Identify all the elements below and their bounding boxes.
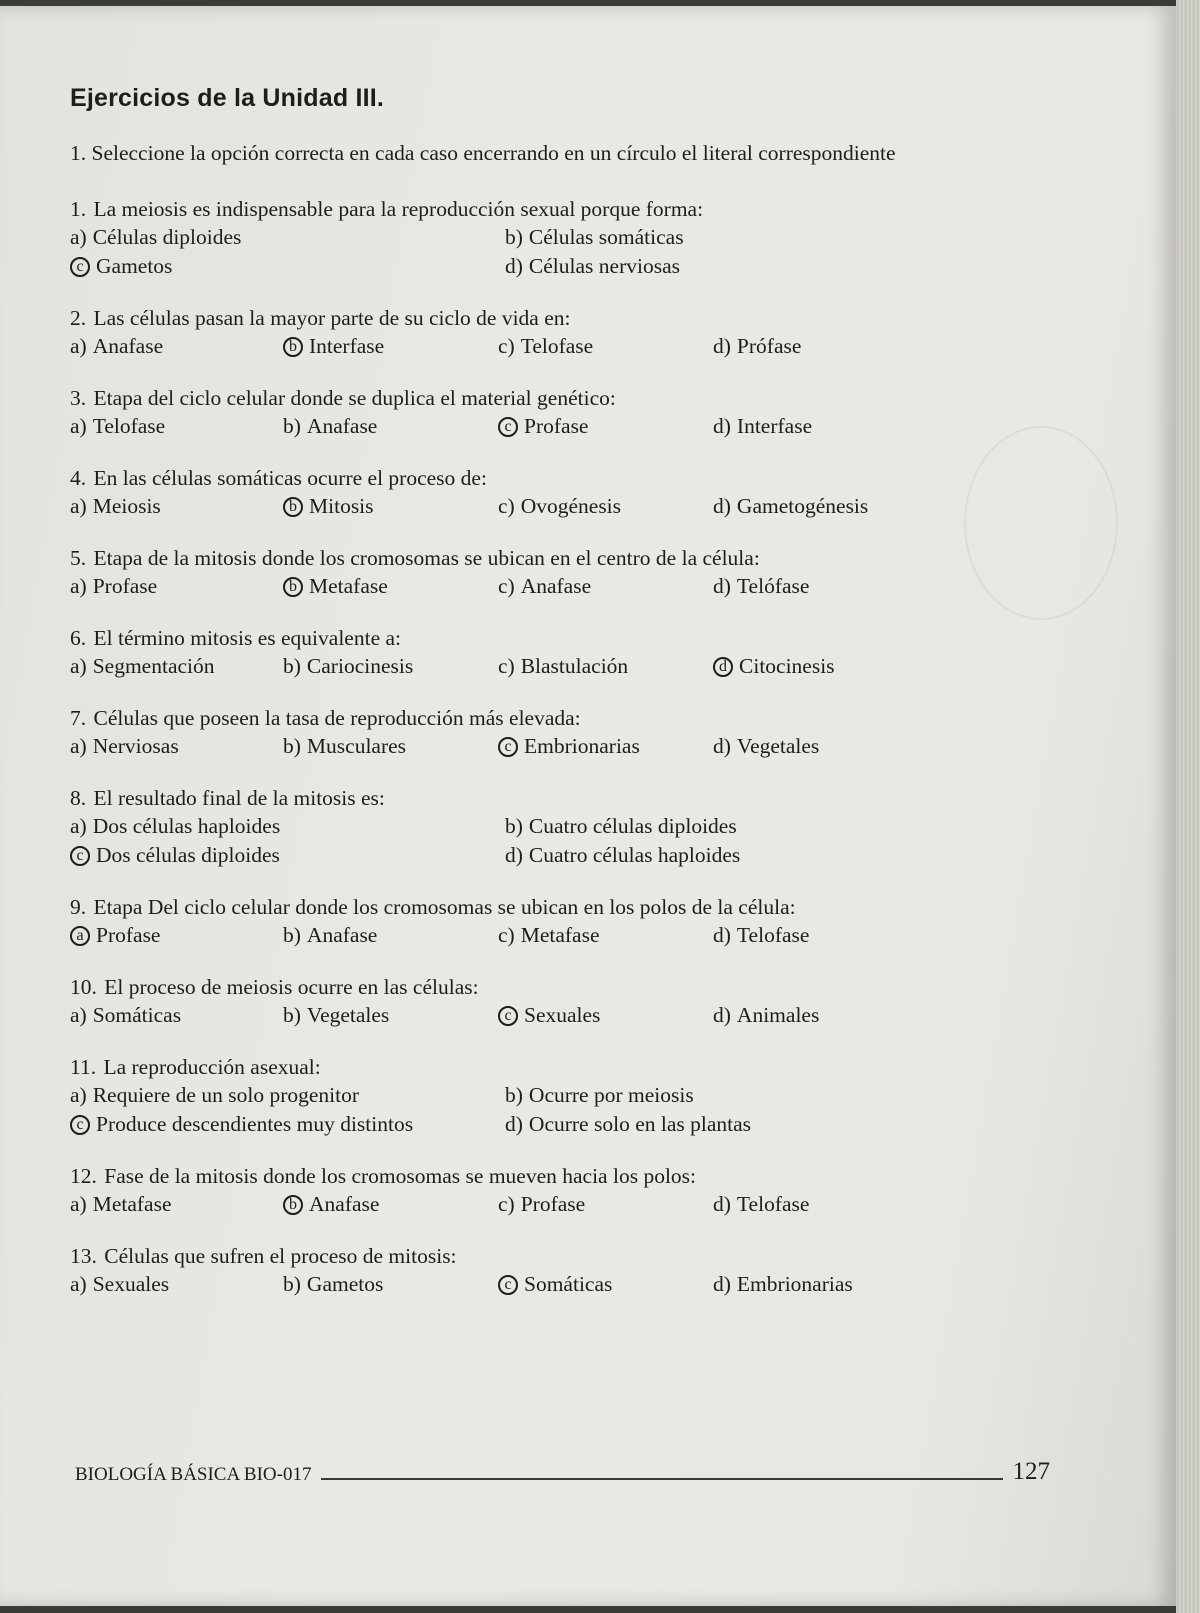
option-text: Gametos [306,1272,384,1296]
option-text: Animales [736,1003,820,1027]
option-letter: a) [70,334,87,358]
option-letter: b) [283,1272,301,1296]
question-11 [70,1054,1030,1139]
option-text: Sexuales [92,1272,170,1296]
circled-letter-icon: a [70,926,90,946]
question-number: 6. [70,626,87,650]
answer-option-selected[interactable] [283,572,498,601]
answer-option-selected[interactable] [498,412,713,441]
answer-option[interactable] [505,252,1005,281]
option-text: Células diploides [92,225,242,249]
option-letter: d) [505,254,523,278]
option-text: Musculares [306,734,407,758]
circled-letter-icon: c [70,1115,90,1135]
question-stem [70,385,1030,412]
question-1 [70,196,1030,281]
question-6 [70,625,1030,681]
answer-option-selected[interactable] [713,652,1013,681]
answer-options [70,332,1030,361]
answer-option[interactable] [70,223,505,252]
answer-option-selected[interactable] [70,841,505,870]
option-letter: d) [713,494,731,518]
answer-option[interactable] [713,412,1013,441]
option-letter: a) [70,1083,87,1107]
question-text: El resultado final de la mitosis es: [93,786,385,810]
answer-options [70,1190,1030,1219]
answer-option[interactable] [70,652,283,681]
answer-option[interactable] [283,652,498,681]
question-number: 9. [70,895,87,919]
question-stem [70,1243,1030,1270]
answer-option-selected[interactable] [498,732,713,761]
option-letter: b) [283,923,301,947]
question-stem [70,465,1030,492]
question-number: 8. [70,786,87,810]
question-4 [70,465,1030,521]
question-text: La reproducción asexual: [103,1055,321,1079]
answer-options [70,652,1030,681]
question-13 [70,1243,1030,1299]
option-letter: c) [498,1192,515,1216]
option-letter: c) [498,923,515,947]
exercise-content [70,84,1030,1323]
question-stem [70,625,1030,652]
question-number: 7. [70,706,87,730]
question-text: Etapa del ciclo celular donde se duplica el material genético: [93,386,616,410]
answer-option[interactable] [283,921,498,950]
question-8 [70,785,1030,870]
footer-rule [321,1478,1002,1480]
answer-option[interactable] [70,332,283,361]
option-text: Profase [96,923,161,947]
option-text: Anafase [309,1192,380,1216]
circled-letter-icon: c [498,737,518,757]
option-text: Interfase [736,414,813,438]
question-number: 12. [70,1164,97,1188]
answer-option[interactable] [70,1270,283,1299]
answer-option[interactable] [70,492,283,521]
answer-option[interactable] [283,412,498,441]
option-letter: d) [713,1003,731,1027]
option-text: Dos células diploides [96,843,280,867]
answer-option[interactable] [505,1081,1005,1110]
answer-options [70,1001,1030,1030]
circled-letter-icon: c [498,417,518,437]
circled-letter-icon: b [283,577,303,597]
answer-option[interactable] [498,572,713,601]
option-text: Cariocinesis [306,654,414,678]
question-number: 3. [70,386,87,410]
option-letter: d) [713,1272,731,1296]
question-3 [70,385,1030,441]
option-letter: a) [70,574,87,598]
answer-options [70,921,1030,950]
option-letter: d) [505,1112,523,1136]
option-text: Anafase [520,574,592,598]
option-letter: c) [498,494,515,518]
option-text: Anafase [92,334,164,358]
answer-option[interactable] [283,732,498,761]
question-stem [70,305,1030,332]
option-letter: d) [713,734,731,758]
question-number: 4. [70,466,87,490]
answer-option-selected[interactable] [70,1110,505,1139]
option-letter: a) [70,814,87,838]
question-10 [70,974,1030,1030]
answer-options [70,732,1030,761]
question-text: Células que sufren el proceso de mitosis: [104,1244,457,1268]
answer-option[interactable] [70,1001,283,1030]
option-text: Cuatro células haploides [528,843,741,867]
instruction-text: Seleccione la opción correcta en cada caso encerrando en un círculo el literal correspondiente [91,141,896,165]
circled-letter-icon: c [498,1006,518,1026]
option-letter: d) [713,414,731,438]
circled-letter-icon: c [70,846,90,866]
option-letter: c) [498,654,515,678]
footer-course-label: BIOLOGÍA BÁSICA BIO-017 [75,1464,312,1485]
answer-option[interactable] [70,732,283,761]
circled-letter-icon: c [70,257,90,277]
question-text: El término mitosis es equivalente a: [93,626,401,650]
answer-option-selected[interactable] [283,492,498,521]
option-text: Profase [92,574,158,598]
question-9 [70,894,1030,950]
question-number: 10. [70,975,97,999]
answer-option[interactable] [713,1001,1013,1030]
circled-letter-icon: b [283,1195,303,1215]
answer-option[interactable] [505,812,1005,841]
answer-option[interactable] [505,1110,1005,1139]
answer-option-selected[interactable] [498,1001,713,1030]
option-letter: d) [713,923,731,947]
option-text: Sexuales [524,1003,601,1027]
answer-option-selected[interactable] [283,1190,498,1219]
option-text: Telofase [92,414,166,438]
option-letter: b) [505,225,523,249]
page-footer [75,1458,1050,1486]
option-letter: b) [505,1083,523,1107]
option-text: Blastulación [520,654,629,678]
question-7 [70,705,1030,761]
option-text: Ocurre por meiosis [528,1083,694,1107]
option-text: Requiere de un solo progenitor [92,1083,359,1107]
question-stem [70,1163,1030,1190]
answer-option[interactable] [70,1081,505,1110]
option-text: Dos células haploides [92,814,281,838]
question-number: 11. [70,1055,97,1079]
answer-option[interactable] [505,841,1005,870]
question-list [70,196,1030,1299]
page-stack-edge [1176,0,1200,1613]
option-text: Interfase [309,334,385,358]
page-number: 127 [1012,1458,1050,1485]
answer-option-selected[interactable] [70,921,283,950]
option-text: Somáticas [524,1272,613,1296]
circled-letter-icon: b [283,497,303,517]
option-letter: c) [498,574,515,598]
option-text: Gametos [96,254,173,278]
answer-option[interactable] [70,572,283,601]
option-text: Vegetales [306,1003,390,1027]
option-letter: a) [70,225,87,249]
option-text: Metafase [92,1192,172,1216]
option-letter: d) [713,1192,731,1216]
answer-option[interactable] [70,1190,283,1219]
question-number: 1. [70,197,87,221]
answer-option[interactable] [70,412,283,441]
question-number: 5. [70,546,87,570]
answer-option[interactable] [505,223,1005,252]
answer-option[interactable] [713,332,1013,361]
circled-letter-icon: c [498,1275,518,1295]
answer-options [70,492,1030,521]
page-title: Ejercicios de la Unidad III. [70,84,385,112]
answer-option[interactable] [283,1001,498,1030]
option-letter: a) [70,414,87,438]
instruction-number: 1. [70,141,87,165]
answer-option-selected[interactable] [70,252,505,281]
answer-option[interactable] [498,921,713,950]
option-letter: a) [70,1003,87,1027]
answer-option[interactable] [713,1270,1013,1299]
question-text: En las células somáticas ocurre el proceso de: [93,466,487,490]
question-stem [70,705,1030,732]
option-text: Embrionarias [524,734,640,758]
question-12 [70,1163,1030,1219]
question-5 [70,545,1030,601]
answer-option[interactable] [713,1190,1013,1219]
circled-letter-icon: b [283,337,303,357]
question-text: Etapa Del ciclo celular donde los cromosomas se ubican en los polos de la célula: [93,895,796,919]
option-text: Nerviosas [92,734,179,758]
option-text: Produce descendientes muy distintos [96,1112,414,1136]
question-text: El proceso de meiosis ocurre en las células: [104,975,479,999]
answer-option-selected[interactable] [283,332,498,361]
option-text: Metafase [520,923,600,947]
option-letter: b) [283,734,301,758]
option-letter: a) [70,1272,87,1296]
option-text: Telofase [736,923,810,947]
answer-option[interactable] [283,1270,498,1299]
question-stem [70,1054,1030,1081]
answer-option[interactable] [713,492,1013,521]
option-letter: a) [70,654,87,678]
option-text: Gametogénesis [736,494,869,518]
book-page [0,6,1178,1606]
option-text: Ocurre solo en las plantas [528,1112,752,1136]
answer-options [70,223,1030,281]
answer-option[interactable] [498,652,713,681]
question-text: Fase de la mitosis donde los cromosomas se mueven hacia los polos: [104,1164,697,1188]
option-text: Profase [524,414,589,438]
answer-options [70,812,1030,870]
option-text: Telofase [520,334,594,358]
option-letter: d) [505,843,523,867]
option-text: Embrionarias [736,1272,853,1296]
option-text: Vegetales [736,734,820,758]
option-letter: b) [505,814,523,838]
answer-option[interactable] [498,1190,713,1219]
option-text: Segmentación [92,654,215,678]
option-letter: b) [283,654,301,678]
question-text: Las células pasan la mayor parte de su ciclo de vida en: [93,306,571,330]
instruction [70,141,1030,166]
option-text: Anafase [306,923,378,947]
option-text: Prófase [736,334,802,358]
option-letter: d) [713,334,731,358]
question-2 [70,305,1030,361]
answer-options [70,1081,1030,1139]
answer-option[interactable] [498,492,713,521]
question-text: Células que poseen la tasa de reproducción más elevada: [93,706,581,730]
question-stem [70,196,1030,223]
option-text: Profase [520,1192,586,1216]
question-stem [70,785,1030,812]
option-text: Meiosis [92,494,161,518]
question-number: 2. [70,306,87,330]
option-letter: b) [283,1003,301,1027]
option-text: Citocinesis [739,654,835,678]
option-letter: c) [498,334,515,358]
option-text: Células nerviosas [528,254,680,278]
answer-option[interactable] [713,732,1013,761]
option-letter: a) [70,494,87,518]
answer-option-selected[interactable] [498,1270,713,1299]
question-stem [70,545,1030,572]
option-text: Cuatro células diploides [528,814,737,838]
option-text: Metafase [309,574,388,598]
question-stem [70,974,1030,1001]
circled-letter-icon: d [713,657,733,677]
option-text: Mitosis [309,494,374,518]
question-stem [70,894,1030,921]
answer-option[interactable] [70,812,505,841]
answer-options [70,1270,1030,1299]
answer-option[interactable] [713,572,1013,601]
option-letter: a) [70,1192,87,1216]
option-text: Anafase [306,414,378,438]
answer-options [70,412,1030,441]
answer-option[interactable] [713,921,1013,950]
question-text: La meiosis es indispensable para la reproducción sexual porque forma: [93,197,704,221]
question-number: 13. [70,1244,97,1268]
option-text: Telófase [736,574,810,598]
answer-options [70,572,1030,601]
question-text: Etapa de la mitosis donde los cromosomas se ubican en el centro de la célula: [93,546,760,570]
option-text: Telofase [736,1192,810,1216]
option-text: Células somáticas [528,225,684,249]
option-letter: a) [70,734,87,758]
option-letter: b) [283,414,301,438]
option-text: Somáticas [92,1003,182,1027]
option-text: Ovogénesis [520,494,622,518]
option-letter: d) [713,574,731,598]
answer-option[interactable] [498,332,713,361]
